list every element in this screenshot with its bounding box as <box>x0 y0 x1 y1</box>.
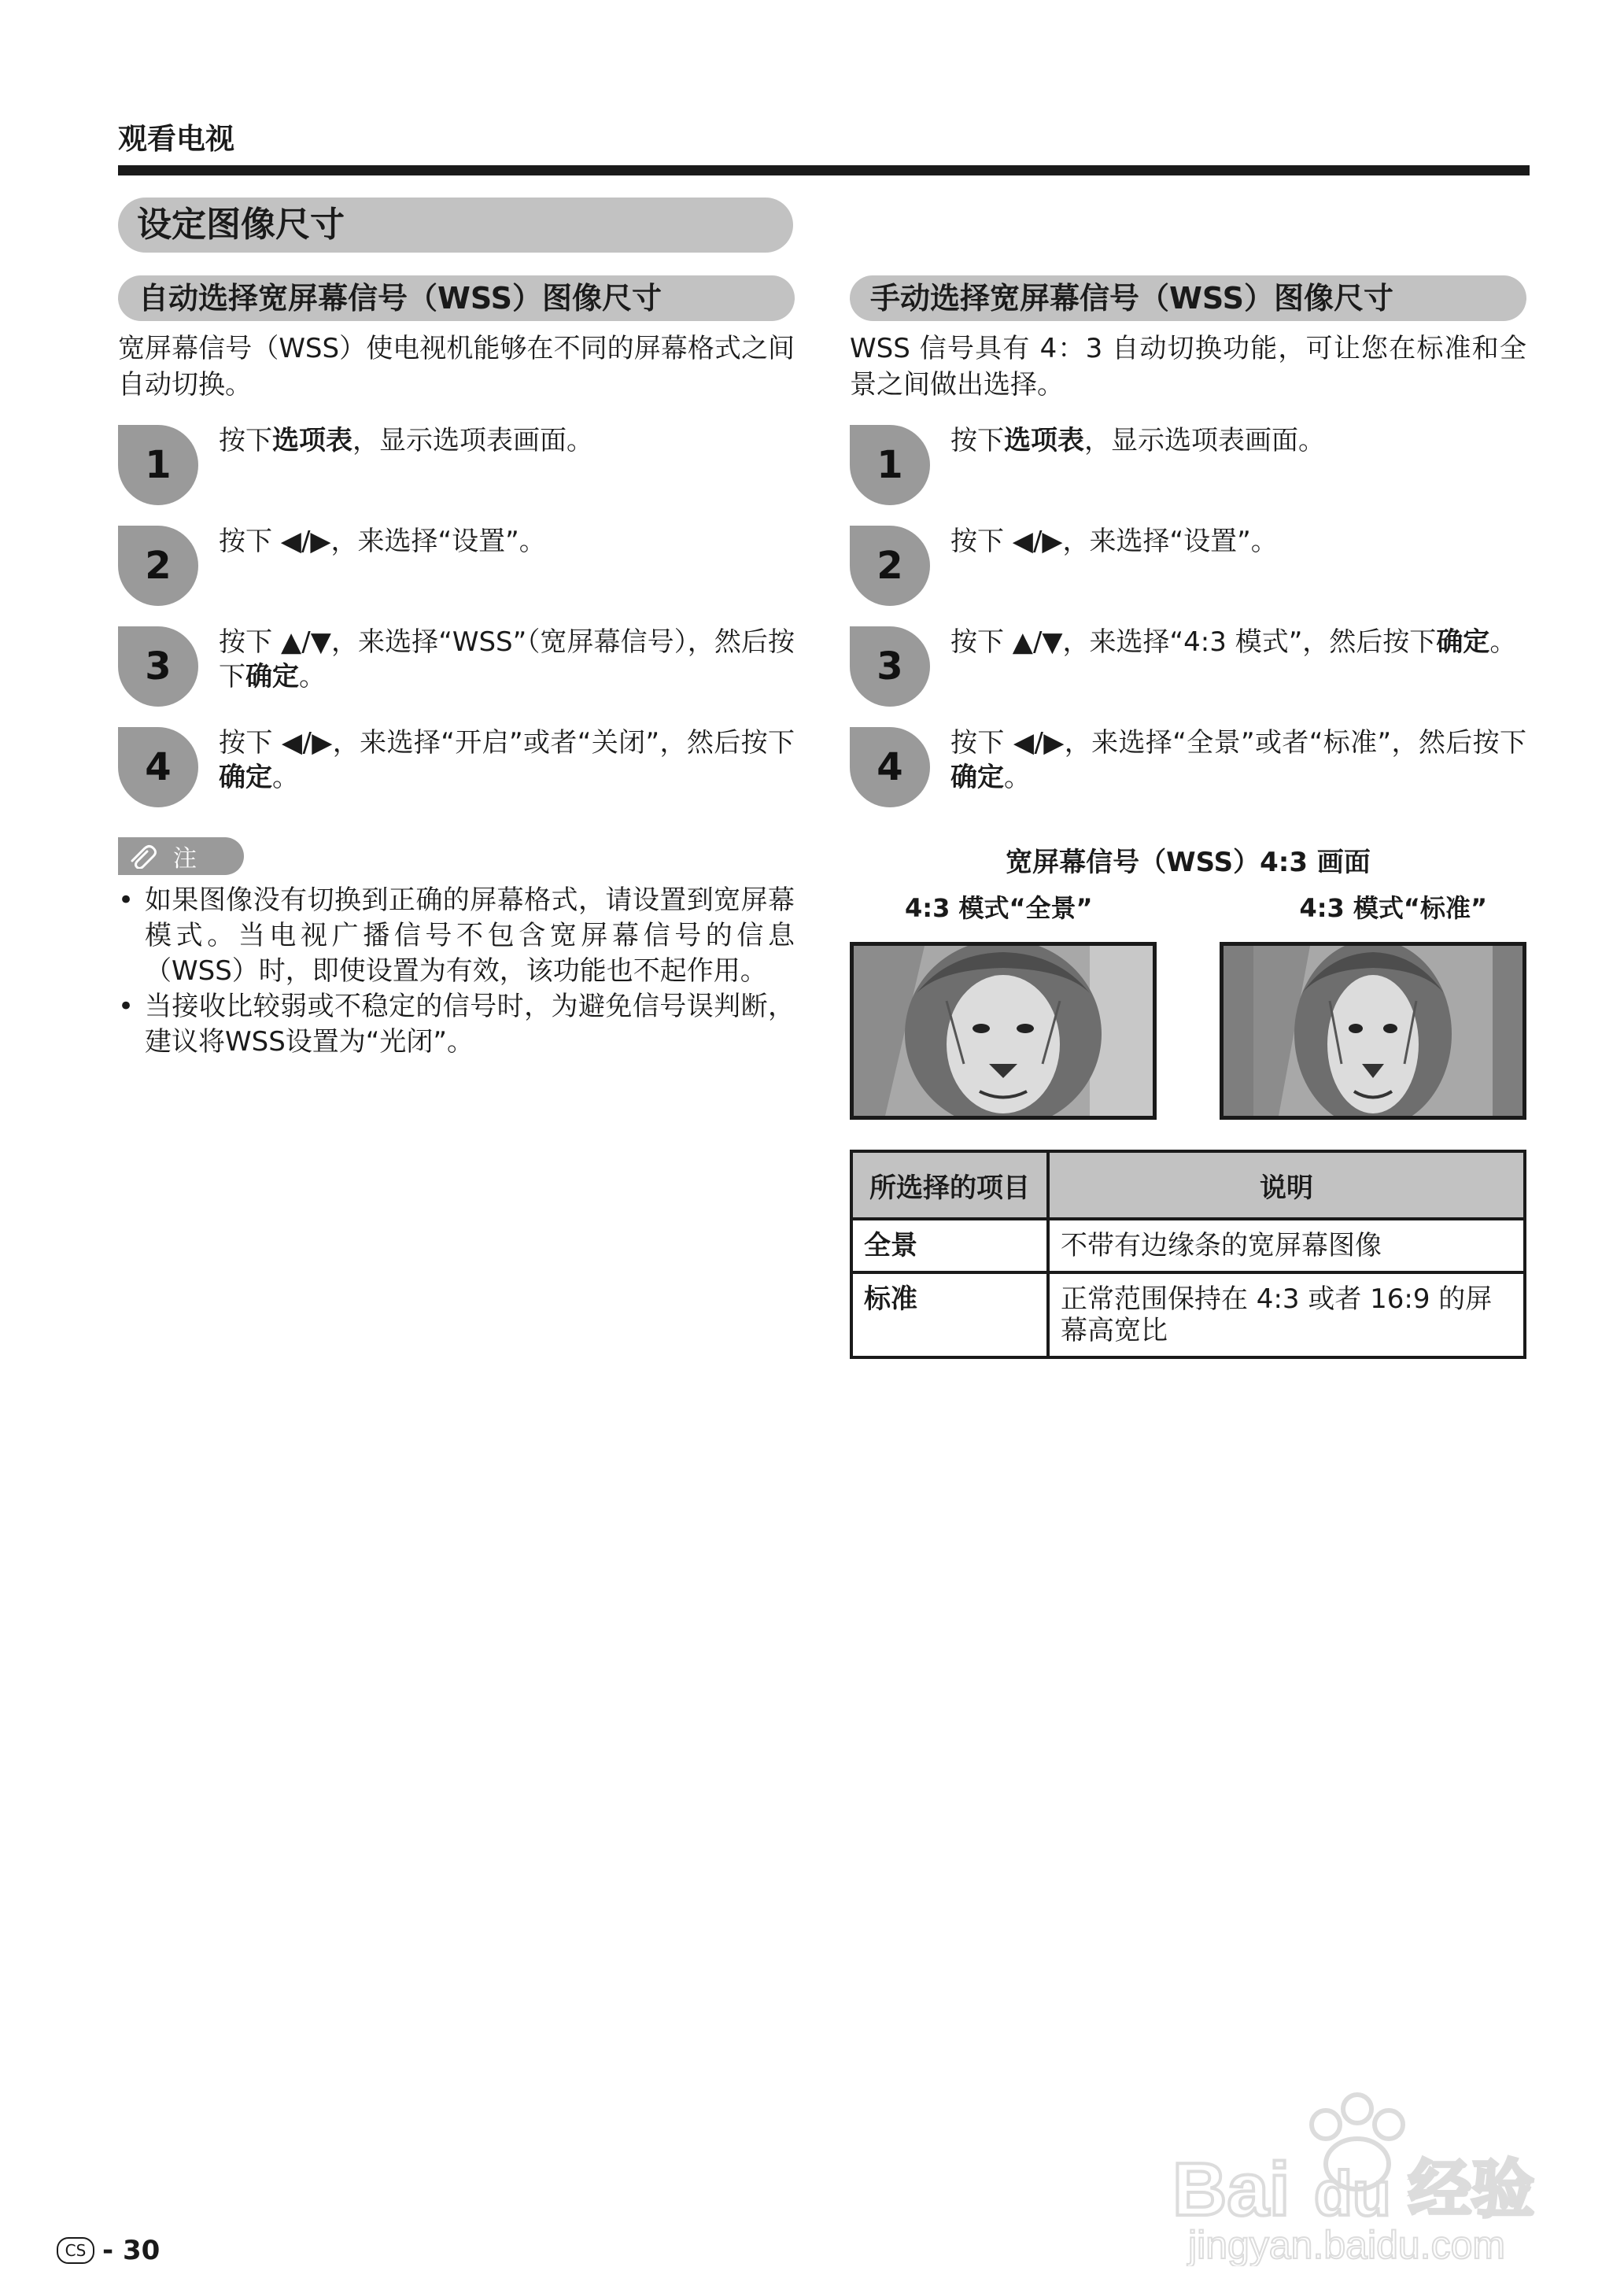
left-heading: 自动选择宽屏幕信号（WSS）图像尺寸 <box>118 275 795 321</box>
paperclip-icon <box>127 844 162 869</box>
svg-text:经验: 经验 <box>1408 2153 1534 2226</box>
left-column <box>118 275 795 1060</box>
left-step-4 <box>118 727 795 828</box>
step-number-badge: 4 <box>118 727 198 807</box>
note-list <box>118 883 795 1060</box>
bullet-icon: • <box>118 991 135 1022</box>
language-badge-icon: CS <box>57 2237 94 2264</box>
left-step-2 <box>118 526 795 626</box>
step-number-badge: 3 <box>850 626 930 707</box>
note-item: • 如果图像没有切换到正确的屏幕格式，请设置到宽屏幕模式。当电视广播信号不包含宽屏幕信号的信息（WSS）时，即使设置为有效，该功能也不起作用。 <box>118 883 795 989</box>
figure-title: 宽屏幕信号（WSS）4:3 画面 <box>1006 847 1371 878</box>
lion-illustration-full <box>854 946 1153 1116</box>
right-heading: 手动选择宽屏幕信号（WSS）图像尺寸 <box>850 275 1526 321</box>
left-step-1 <box>118 425 795 526</box>
step-number-badge: 1 <box>118 425 198 505</box>
lion-illustration-normal <box>1224 946 1522 1116</box>
bullet-icon: • <box>118 884 135 916</box>
left-step-3 <box>118 626 795 727</box>
table-header: 说明 <box>1048 1151 1525 1219</box>
screen-full-image <box>850 942 1157 1120</box>
step-number-badge: 2 <box>118 526 198 606</box>
step-text: 按下 ◀/▶，来选择“全景”或者“标准”，然后按下确定。 <box>950 727 1526 793</box>
note-label: 注 <box>173 845 197 873</box>
step-number-badge: 4 <box>850 727 930 807</box>
table-row <box>851 1219 1525 1272</box>
step-text: 按下 ◀/▶，来选择“设置”。 <box>950 526 1278 557</box>
right-step-2 <box>850 526 1526 626</box>
table-row <box>851 1272 1525 1357</box>
svg-text:Bai: Bai <box>1172 2147 1290 2232</box>
page-title: 设定图像尺寸 <box>118 198 793 253</box>
step-number-badge: 1 <box>850 425 930 505</box>
table-cell-value: 不带有边缘条的宽屏幕图像 <box>1048 1219 1525 1272</box>
options-table <box>850 1150 1526 1359</box>
table-cell-key: 标准 <box>851 1272 1048 1357</box>
header-rule <box>118 165 1530 175</box>
right-step-1 <box>850 425 1526 526</box>
table-cell-value: 正常范围保持在 4:3 或者 16:9 的屏幕高宽比 <box>1048 1272 1525 1357</box>
section-label: 观看电视 <box>118 122 234 156</box>
table-header: 所选择的项目 <box>851 1151 1048 1219</box>
svg-text:du: du <box>1314 2158 1391 2228</box>
right-intro: WSS 信号具有 4：3 自动切换功能，可让您在标准和全景之间做出选择。 <box>850 333 1526 401</box>
table-header-row <box>851 1151 1525 1219</box>
left-intro: 宽屏幕信号（WSS）使电视机能够在不同的屏幕格式之间自动切换。 <box>118 333 795 401</box>
screen-normal-image <box>1220 942 1526 1120</box>
caption-normal: 4:3 模式“标准” <box>1299 893 1487 923</box>
figure-images <box>850 942 1526 1120</box>
svg-text:jingyan.baidu.com: jingyan.baidu.com <box>1188 2223 1506 2266</box>
right-column <box>850 275 1526 1359</box>
right-step-4 <box>850 727 1526 828</box>
figure-captions <box>850 888 1526 925</box>
table-cell-key: 全景 <box>851 1219 1048 1272</box>
step-number-badge: 3 <box>118 626 198 707</box>
note-item: • 当接收比较弱或不稳定的信号时，为避免信号误判断，建议将WSS设置为“光闭”。 <box>118 989 795 1060</box>
step-text: 按下 ▲/▼，来选择“4:3 模式”，然后按下确定。 <box>950 626 1517 658</box>
right-step-3 <box>850 626 1526 727</box>
step-number-badge: 2 <box>850 526 930 606</box>
step-text: 按下 ◀/▶，来选择“设置”。 <box>219 526 546 557</box>
step-text: 按下 ◀/▶，来选择“开启”或者“关闭”，然后按下确定。 <box>219 727 795 793</box>
step-text: 按下选项表，显示选项表画面。 <box>219 425 593 456</box>
note-badge <box>118 837 244 875</box>
caption-full: 4:3 模式“全景” <box>905 893 1093 923</box>
page-number-text: - 30 <box>102 2235 161 2266</box>
baidu-watermark-logo <box>1157 2070 1566 2266</box>
page-number <box>57 2235 160 2266</box>
left-steps <box>118 425 795 828</box>
step-text: 按下选项表，显示选项表画面。 <box>950 425 1325 456</box>
right-steps <box>850 425 1526 828</box>
step-text: 按下 ▲/▼，来选择“WSS”（宽屏幕信号），然后按下确定。 <box>219 626 795 692</box>
